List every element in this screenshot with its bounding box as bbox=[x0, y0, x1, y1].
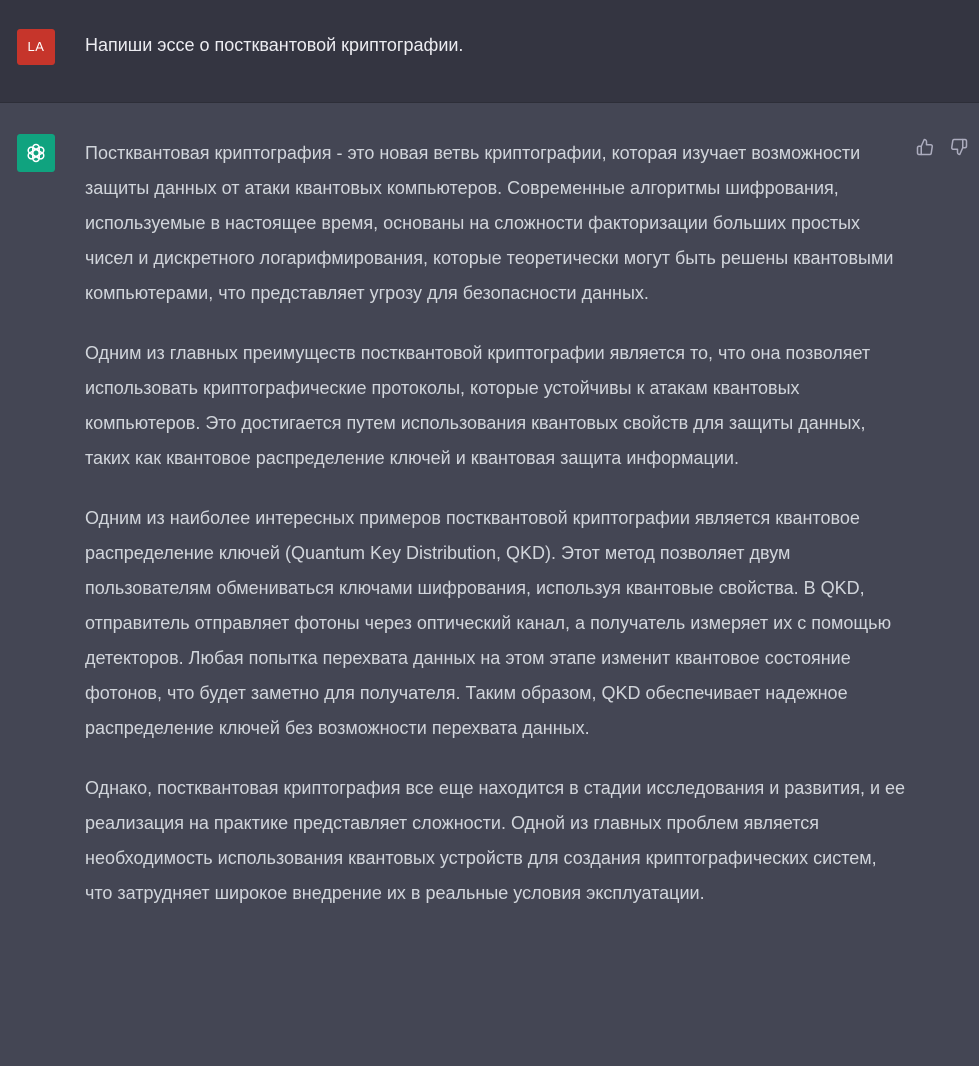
thumbs-down-icon bbox=[950, 138, 968, 156]
assistant-avatar bbox=[17, 134, 55, 172]
answer-paragraph-1: Постквантовая криптография - это новая ветвь криптографии, которая изучает возможности защиты данных от атаки квантовых компьютеров. Современные алгоритмы шифрования, используемые в настоящее время, основаны на сложности факторизации больших простых чисел и дискретного логарифмирования, которые теоретически могут быть решены квантовыми компьютерами, что представляет угрозу для безопасности данных. bbox=[85, 143, 894, 303]
feedback-buttons bbox=[915, 137, 969, 157]
answer-paragraph-3: Одним из наиболее интересных примеров постквантовой криптографии является квантовое распределение ключей (Quantum Key Distribution, QKD). Этот метод позволяет двум пользователям обмениваться ключами шифрования, используя квантовые свойства. В QKD, отправитель отправляет фотоны через оптический канал, а получатель измеряет их с помощью детекторов. Любая попытка перехвата данных на этом этапе изменит квантовое состояние фотонов, что будет заметно для получателя. Таким образом, QKD обеспечивает надежное распределение ключей без возможности перехвата данных. bbox=[85, 508, 892, 738]
user-message-row bbox=[0, 0, 979, 103]
thumbs-up-button[interactable] bbox=[915, 137, 935, 157]
assistant-message-row bbox=[0, 104, 979, 1066]
thumbs-down-button[interactable] bbox=[949, 137, 969, 157]
thumbs-up-icon bbox=[916, 138, 934, 156]
answer-paragraph-4: Однако, постквантовая криптография все еще находится в стадии исследования и развития, и ее реализация на практике представляет сложности. Одной из главных проблем является необходимость использования квантовых устройств для создания криптографических систем, что затрудняет широкое внедрение их в реальные условия эксплуатации. bbox=[85, 778, 906, 903]
openai-logo-icon bbox=[24, 141, 48, 165]
answer-paragraph-2: Одним из главных преимуществ постквантовой криптографии является то, что она позволяет использовать криптографические протоколы, которые устойчивы к атакам квантовых компьютеров. Это достигается путем использования квантовых свойств для защиты данных, таких как квантовое распределение ключей и квантовая защита информации. bbox=[85, 343, 871, 468]
user-avatar: LA bbox=[17, 29, 55, 65]
user-message-text: Напиши эссе о постквантовой криптографии. bbox=[85, 35, 464, 55]
assistant-message-text bbox=[85, 136, 907, 936]
